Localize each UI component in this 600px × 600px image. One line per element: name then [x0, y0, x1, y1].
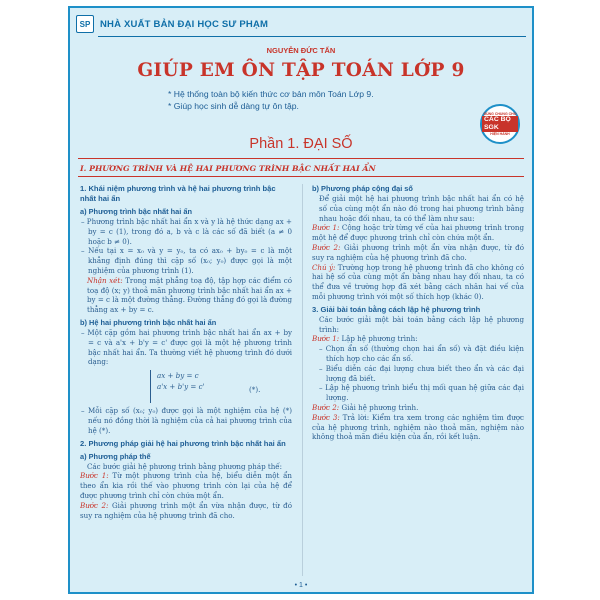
badge-main-text: CÁC BỘ SGK: [482, 116, 518, 132]
elimination-step-2: [312, 243, 524, 263]
definition-bullet: – Phương trình bậc nhất hai ẩn x và y là hệ thức dạng ax + by = c (1), trong đó a, b và c là các số đã biết (a ≠ 0 hoặc b ≠ 0).: [81, 217, 292, 246]
left-column: [80, 181, 292, 579]
word-problem-step-3: [312, 413, 524, 442]
equation-system: [150, 370, 292, 403]
system-equation-1: ax + by = c: [157, 371, 199, 381]
section-divider: [78, 176, 524, 177]
step-text: Trả lời: Kiểm tra xem trong các nghiệm tìm được của hệ phương trình, nghiệm nào thoả mãn, nghiệm nào không thoả mãn điều kiện của ẩn, rồi kết luận.: [312, 412, 524, 442]
note-text: Trường hợp trong hệ phương trình đã cho không có hai hệ số của cùng một ẩn bằng nhau hay đối nhau, ta có thể đưa về trường hợp đã xét bằng cách nhân hai vế của mỗi phương trình với một số thích hợp (khác 0).: [312, 262, 524, 301]
badge-top-text: DÙNG CHUNG CHO: [483, 112, 517, 116]
remark-text: Trong mặt phẳng toạ độ, tập hợp các điểm có toạ độ (x; y) thoả mãn phương trình bậc nhất hai ẩn ax + by = c là một đường thẳng. Đường thẳng đó gọi là đường thẳng ax + by = c.: [87, 275, 292, 315]
step-label: Bước 1:: [80, 471, 109, 481]
heading-concepts: 1. Khái niệm phương trình và hệ hai phương trình bậc nhất hai ẩn: [80, 184, 276, 203]
step-text: Giải phương trình một ẩn vừa nhận được, từ đó suy ra nghiệm của hệ phương trình đã cho.: [312, 242, 524, 262]
word-problem-step-2: [312, 403, 524, 413]
part-divider: [78, 158, 524, 159]
list-item: – Chọn ẩn số (thường chọn hai ẩn số) và đặt điều kiện thích hợp cho các ẩn số.: [319, 344, 524, 363]
subheading-elimination: b) Phương pháp cộng đại số: [312, 184, 413, 193]
step-label: Bước 2:: [312, 402, 340, 412]
feature-bullet: * Hệ thống toàn bộ kiến thức cơ bản môn Toán Lớp 9.: [168, 89, 374, 99]
column-divider: [302, 184, 303, 576]
step-label: Bước 1:: [312, 223, 340, 233]
part-title: Phần 1. ĐẠI SỐ: [249, 136, 353, 152]
remark-label: Nhận xét:: [87, 275, 123, 285]
step-label: Bước 1:: [312, 334, 340, 344]
list-item: – Lập hệ phương trình biểu thị mối quan hệ giữa các đại lượng.: [319, 383, 524, 403]
book-title: GIÚP EM ÔN TẬP TOÁN LỚP 9: [137, 60, 465, 81]
section-title: I. PHƯƠNG TRÌNH VÀ HỆ HAI PHƯƠNG TRÌNH BẬC NHẤT HAI ẨN: [80, 164, 376, 173]
heading-methods: 2. Phương pháp giải hệ hai phương trình bậc nhất hai ẩn: [80, 438, 286, 448]
subheading-linear-equation: a) Phương trình bậc nhất hai ẩn: [80, 207, 193, 216]
system-definition-bullet: – Một cặp gồm hai phương trình bậc nhất hai ẩn ax + by = c và a'x + b'y = c' được gọi là một hệ phương trình bậc nhất hai ẩn. Ta thường viết hệ phương trình đó dưới dạng:: [81, 327, 292, 367]
step-text: Giải hệ phương trình.: [339, 402, 419, 412]
elimination-note: [312, 263, 524, 302]
note-label: Chú ý:: [312, 262, 336, 272]
step-text: Cộng hoặc trừ từng vế của hai phương trình trong một hệ để được phương trình chỉ còn chứa một ẩn.: [312, 223, 524, 243]
step-text: Từ một phương trình của hệ, biểu diễn một ẩn theo ẩn kia rồi thế vào phương trình còn lại của hệ để được phương trình chỉ còn chứa một ẩn.: [80, 471, 292, 500]
heading-word-problems: 3. Giải bài toán bằng cách lập hệ phương trình: [312, 304, 481, 314]
publisher-row: [76, 14, 526, 34]
elimination-intro: Để giải một hệ hai phương trình bậc nhất hai ẩn có hệ số của cùng một ẩn nào đó trong hai phương trình bằng nhau hoặc đối nhau, ta có thể làm như sau:: [319, 194, 524, 223]
substitution-step-2: [80, 501, 292, 521]
system-equation-2: a'x + b'y = c': [157, 382, 205, 392]
publisher-name: NHÀ XUẤT BẢN ĐẠI HỌC SƯ PHẠM: [100, 18, 269, 30]
system-solution-bullet: – Mỗi cặp số (x₀; y₀) được gọi là một nghiệm của hệ (*) nếu nó đồng thời là nghiệm của cả hai phương trình của hệ (*).: [81, 406, 292, 435]
step-text: Lập hệ phương trình:: [339, 334, 418, 344]
word-problem-step-1: [312, 334, 524, 344]
badge-bottom-text: HIỆN HÀNH: [490, 132, 510, 136]
system-tag: (*).: [249, 385, 261, 395]
step-text: Giải phương trình một ẩn vừa nhận được, từ đó suy ra nghiệm của hệ phương trình đã cho.: [80, 500, 292, 520]
feature-bullet: * Giúp học sinh dễ dàng tự ôn tập.: [168, 101, 299, 111]
feature-bullets: [168, 88, 458, 112]
step-label: Bước 2:: [80, 500, 109, 510]
step-label: Bước 2:: [312, 242, 341, 252]
word-problem-intro: Các bước giải một bài toán bằng cách lập hệ phương trình:: [319, 314, 524, 334]
publisher-logo-icon: SP: [76, 15, 94, 33]
remark-note: [80, 276, 292, 315]
substitution-intro: Các bước giải hệ phương trình bằng phương pháp thế:: [87, 461, 283, 471]
list-item: – Biểu diễn các đại lượng chưa biết theo ẩn và các đại lượng đã biết.: [319, 363, 524, 383]
step-label: Bước 3:: [312, 412, 340, 422]
subheading-substitution: a) Phương pháp thế: [80, 451, 151, 461]
solution-bullet: – Nếu tại x = x₀ và y = y₀, ta có ax₀ + by₀ = c là một khẳng định đúng thì cặp số (x₀; y₀) được gọi là một nghiệm của phương trình (1).: [81, 246, 292, 275]
author-name: NGUYỄN ĐỨC TẤN: [266, 46, 336, 55]
publisher-divider: [98, 36, 526, 37]
subheading-system: b) Hệ hai phương trình bậc nhất hai ẩn: [80, 317, 217, 327]
elimination-step-1: [312, 223, 524, 243]
right-column: [312, 181, 524, 579]
substitution-step-1: [80, 471, 292, 500]
page-number: • 1 •: [294, 582, 308, 589]
book-cover-page: [68, 6, 534, 594]
